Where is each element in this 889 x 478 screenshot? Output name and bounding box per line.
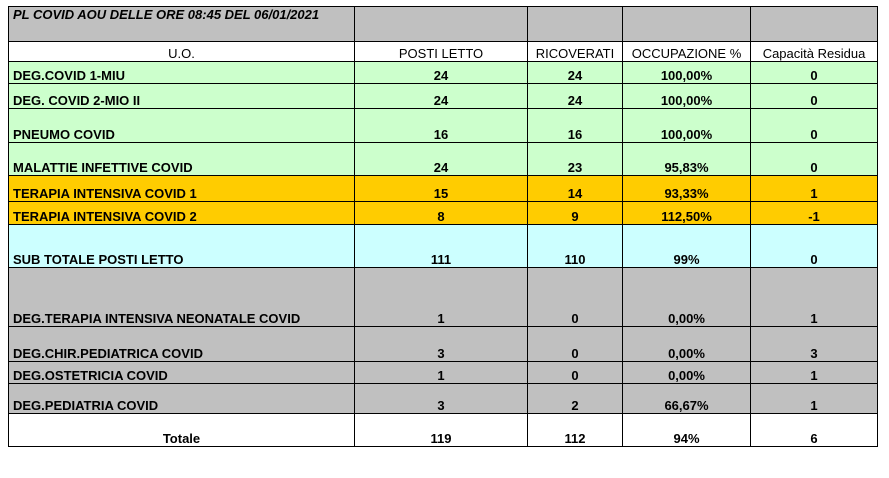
table-row [9, 176, 878, 202]
occupazione-cell: 95,83% [623, 143, 751, 176]
capacita-residua-cell: 0 [751, 109, 878, 143]
table-row [9, 225, 878, 268]
unit-name-cell: TERAPIA INTENSIVA COVID 1 [9, 176, 355, 202]
occupazione-cell: 93,33% [623, 176, 751, 202]
posti-letto-cell: 111 [355, 225, 528, 268]
table-row [9, 268, 878, 327]
table-row [9, 202, 878, 225]
table-row [9, 62, 878, 84]
posti-letto-cell: 8 [355, 202, 528, 225]
occupazione-cell: 100,00% [623, 84, 751, 109]
capacita-residua-cell: 0 [751, 143, 878, 176]
capacita-residua-cell: 1 [751, 176, 878, 202]
header-ricoverati: RICOVERATI [528, 42, 623, 62]
unit-name-cell: DEG.OSTETRICIA COVID [9, 362, 355, 384]
occupazione-cell: 100,00% [623, 109, 751, 143]
total-capacita-residua: 6 [751, 414, 878, 447]
capacita-residua-cell: 0 [751, 225, 878, 268]
covid-bed-table [8, 6, 878, 447]
unit-name-cell: DEG.PEDIATRIA COVID [9, 384, 355, 414]
posti-letto-cell: 1 [355, 362, 528, 384]
capacita-residua-cell: 0 [751, 62, 878, 84]
title-blank-cell [623, 7, 751, 42]
unit-name-cell: TERAPIA INTENSIVA COVID 2 [9, 202, 355, 225]
capacita-residua-cell: 1 [751, 362, 878, 384]
title-blank-cell [355, 7, 528, 42]
posti-letto-cell: 1 [355, 268, 528, 327]
unit-name-cell: SUB TOTALE POSTI LETTO [9, 225, 355, 268]
ricoverati-cell: 23 [528, 143, 623, 176]
posti-letto-cell: 24 [355, 62, 528, 84]
total-label: Totale [9, 414, 355, 447]
posti-letto-cell: 24 [355, 143, 528, 176]
header-capacita-residua: Capacità Residua [751, 42, 878, 62]
posti-letto-cell: 16 [355, 109, 528, 143]
unit-name-cell: MALATTIE INFETTIVE COVID [9, 143, 355, 176]
unit-name-cell: DEG.TERAPIA INTENSIVA NEONATALE COVID [9, 268, 355, 327]
capacita-residua-cell: 0 [751, 84, 878, 109]
occupazione-cell: 112,50% [623, 202, 751, 225]
table-row [9, 327, 878, 362]
ricoverati-cell: 0 [528, 327, 623, 362]
total-posti-letto: 119 [355, 414, 528, 447]
posti-letto-cell: 3 [355, 384, 528, 414]
table-row [9, 109, 878, 143]
ricoverati-cell: 0 [528, 268, 623, 327]
occupazione-cell: 99% [623, 225, 751, 268]
header-posti-letto: POSTI LETTO [355, 42, 528, 62]
unit-name-cell: DEG.COVID 1-MIU [9, 62, 355, 84]
header-occupazione: OCCUPAZIONE % [623, 42, 751, 62]
ricoverati-cell: 24 [528, 84, 623, 109]
occupazione-cell: 0,00% [623, 268, 751, 327]
table-row [9, 84, 878, 109]
table-row [9, 384, 878, 414]
table-row [9, 143, 878, 176]
capacita-residua-cell: 1 [751, 384, 878, 414]
ricoverati-cell: 2 [528, 384, 623, 414]
capacita-residua-cell: 1 [751, 268, 878, 327]
total-occupazione: 94% [623, 414, 751, 447]
table-row [9, 362, 878, 384]
ricoverati-cell: 14 [528, 176, 623, 202]
capacita-residua-cell: 3 [751, 327, 878, 362]
ricoverati-cell: 9 [528, 202, 623, 225]
posti-letto-cell: 15 [355, 176, 528, 202]
header-uo: U.O. [9, 42, 355, 62]
ricoverati-cell: 110 [528, 225, 623, 268]
ricoverati-cell: 24 [528, 62, 623, 84]
title-blank-cell [528, 7, 623, 42]
posti-letto-cell: 24 [355, 84, 528, 109]
total-ricoverati: 112 [528, 414, 623, 447]
occupazione-cell: 66,67% [623, 384, 751, 414]
title-blank-cell [751, 7, 878, 42]
unit-name-cell: DEG. COVID 2-MIO II [9, 84, 355, 109]
ricoverati-cell: 16 [528, 109, 623, 143]
table-title: PL COVID AOU DELLE ORE 08:45 DEL 06/01/2021 [9, 7, 355, 42]
occupazione-cell: 100,00% [623, 62, 751, 84]
occupazione-cell: 0,00% [623, 362, 751, 384]
ricoverati-cell: 0 [528, 362, 623, 384]
unit-name-cell: DEG.CHIR.PEDIATRICA COVID [9, 327, 355, 362]
occupazione-cell: 0,00% [623, 327, 751, 362]
capacita-residua-cell: -1 [751, 202, 878, 225]
posti-letto-cell: 3 [355, 327, 528, 362]
unit-name-cell: PNEUMO COVID [9, 109, 355, 143]
